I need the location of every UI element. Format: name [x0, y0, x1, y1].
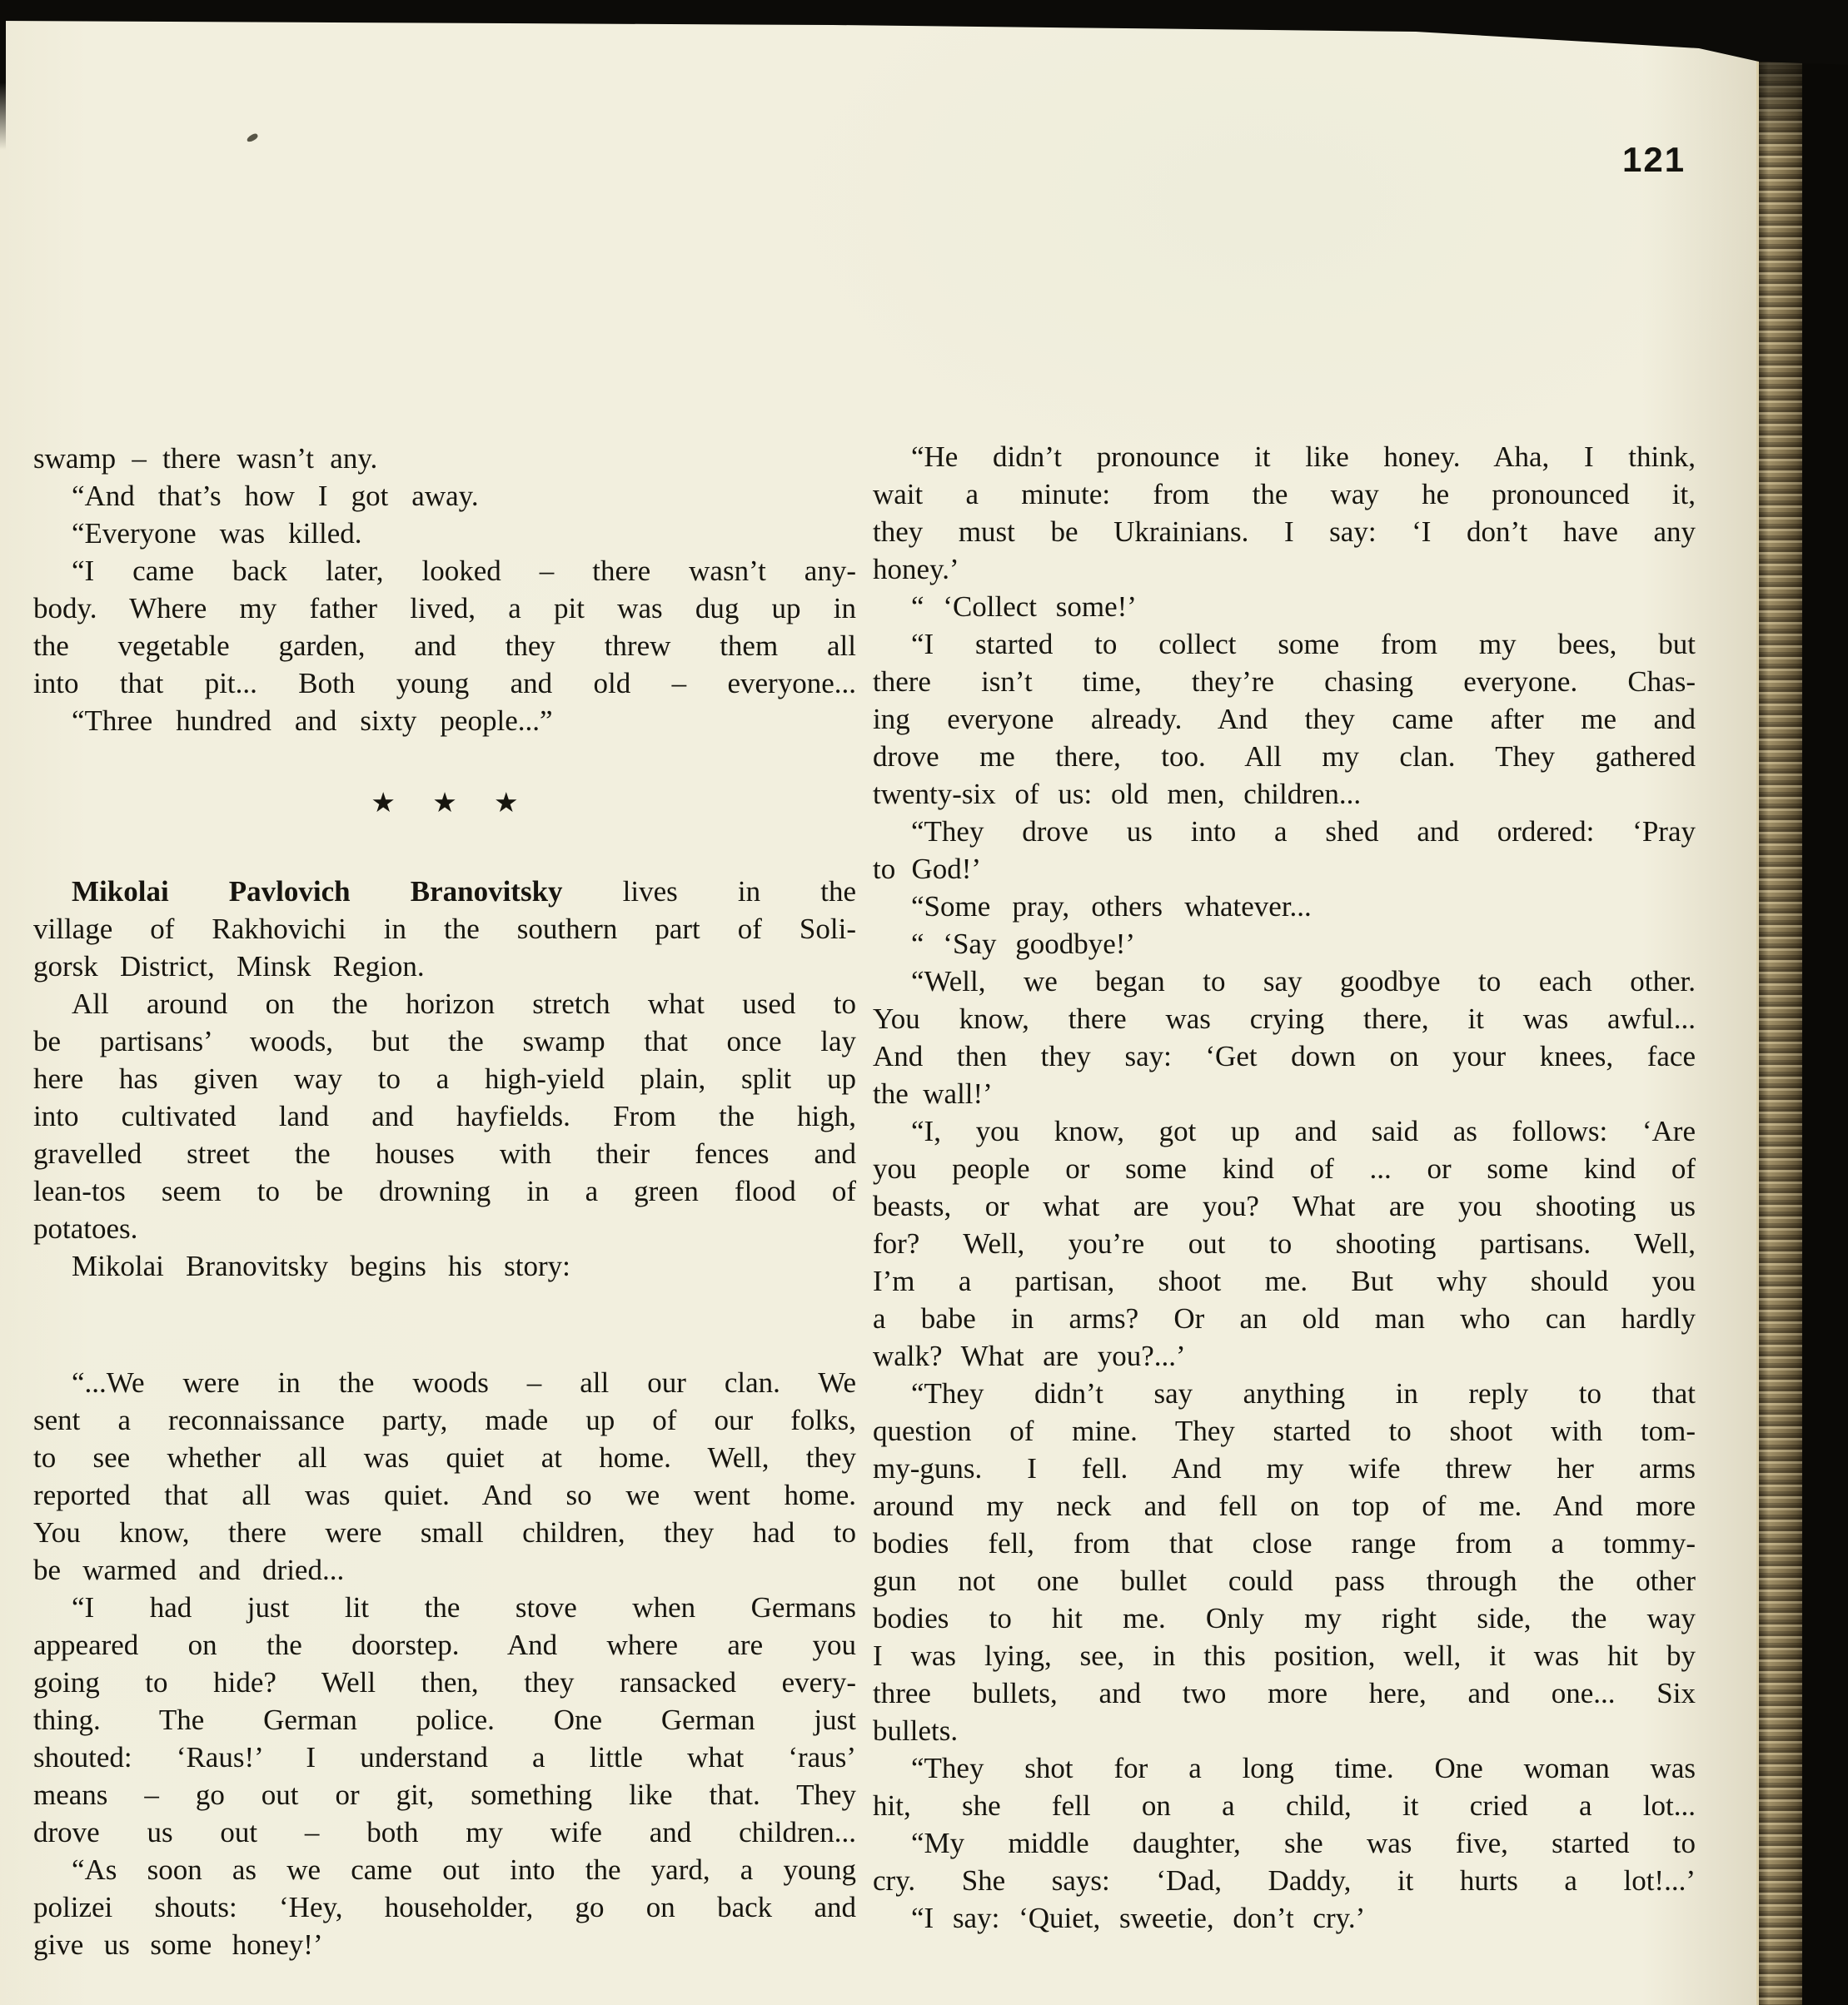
- text-line: around my neck and fell on top of me. And more: [873, 1490, 1696, 1522]
- paragraph: [873, 625, 1696, 813]
- text-line: you people or some kind of ... or some kind of: [873, 1152, 1696, 1185]
- scan-background: [1802, 0, 1848, 2005]
- text-line: be partisans’ woods, but the swamp that once lay: [33, 1025, 856, 1057]
- text-line: beasts, or what are you? What are you shooting us: [873, 1190, 1696, 1222]
- text-line: the wall!’: [873, 1077, 993, 1110]
- text-line: drove us out – both my wife and children...: [33, 1816, 856, 1848]
- vertical-gap: [33, 1285, 856, 1364]
- page-number: 121: [1622, 140, 1686, 179]
- text-line: a babe in arms? Or an old man who can hardly: [873, 1302, 1696, 1335]
- text-line: to see whether all was quiet at home. Well, they: [33, 1441, 856, 1474]
- text-line: Mikolai Branovitsky begins his story:: [72, 1250, 570, 1282]
- text-line: “ ‘Say goodbye!’: [911, 928, 1136, 960]
- text-line: here has given way to a high-yield plain, split up: [33, 1062, 856, 1095]
- text-line: hit, she fell on a child, it cried a lot...: [873, 1789, 1696, 1822]
- paragraph: [873, 813, 1696, 888]
- text-line: honey.’: [873, 553, 959, 585]
- text-line: You know, there was crying there, it was awful...: [873, 1002, 1696, 1035]
- text-line: I’m a partisan, shoot me. But why should you: [873, 1265, 1696, 1297]
- text-line: “My middle daughter, she was five, started to: [911, 1827, 1696, 1859]
- text-line: give us some honey!’: [33, 1928, 323, 1961]
- text-line: “They shot for a long time. One woman was: [911, 1752, 1696, 1784]
- text-line: appeared on the doorstep. And where are you: [33, 1629, 856, 1661]
- text-line: shouted: ‘Raus!’ I understand a little what ‘raus’: [33, 1741, 856, 1774]
- text-line: “Three hundred and sixty people...”: [72, 704, 553, 737]
- paragraph: [33, 1364, 856, 1589]
- paragraph: [33, 1589, 856, 1851]
- paragraph: [33, 985, 856, 1247]
- text-line: “...We were in the woods – all our clan. We: [72, 1366, 856, 1399]
- section-separator: ★ ★ ★: [371, 789, 519, 818]
- text-line: my-guns. I fell. And my wife threw her arms: [873, 1452, 1696, 1485]
- text-line: gun not one bullet could pass through the other: [873, 1565, 1696, 1597]
- text-line: the vegetable garden, and they threw them all: [33, 629, 856, 662]
- scan-left-shadow: [0, 0, 6, 150]
- text-line: “I started to collect some from my bees, but: [911, 628, 1696, 660]
- text-line: “He didn’t pronounce it like honey. Aha, I think,: [911, 440, 1696, 473]
- text-line: there isn’t time, they’re chasing everyone. Chas-: [873, 665, 1696, 698]
- text-line: means – go out or git, something like that. They: [33, 1779, 856, 1811]
- text-line: sent a reconnaissance party, made up of our folks,: [33, 1404, 856, 1436]
- text-line: wait a minute: from the way he pronounced it,: [873, 478, 1696, 510]
- text-line: swamp – there wasn’t any.: [33, 442, 378, 475]
- text-line: potatoes.: [33, 1212, 138, 1245]
- text-line: going to hide? Well then, they ransacked every-: [33, 1666, 856, 1699]
- text-line: “Well, we began to say goodbye to each other.: [911, 965, 1696, 998]
- text-line: “And that’s how I got away.: [72, 480, 479, 512]
- text-column-right: [873, 438, 1696, 1937]
- text-line: twenty-six of us: old men, children...: [873, 778, 1362, 810]
- paragraph: [873, 888, 1696, 925]
- paragraph: [33, 873, 856, 985]
- text-line: “I, you know, got up and said as follows: ‘Are: [911, 1115, 1696, 1147]
- paragraph: [873, 1749, 1696, 1824]
- text-line: “Some pray, others whatever...: [911, 890, 1312, 923]
- text-line: gravelled street the houses with their fences and: [33, 1137, 856, 1170]
- paragraph: [33, 1247, 856, 1285]
- paragraph: [873, 1824, 1696, 1899]
- text-line: body. Where my father lived, a pit was dug up in: [33, 592, 856, 624]
- paragraph: [873, 963, 1696, 1112]
- text-line: “As soon as we came out into the yard, a young: [72, 1853, 856, 1886]
- book-page-edges: [1759, 25, 1803, 2005]
- text-line: “Everyone was killed.: [72, 517, 362, 550]
- paragraph: [873, 1899, 1696, 1937]
- text-line: “They didn’t say anything in reply to that: [911, 1377, 1696, 1410]
- text-line: be warmed and dried...: [33, 1554, 345, 1586]
- text-line: bodies to hit me. Only my right side, the way: [873, 1602, 1696, 1634]
- text-line: “ ‘Collect some!’: [911, 590, 1137, 623]
- text-line: question of mine. They started to shoot with tom-: [873, 1415, 1696, 1447]
- text-line: three bullets, and two more here, and one... Six: [873, 1677, 1696, 1709]
- paragraph: [873, 1112, 1696, 1375]
- text-line: “I came back later, looked – there wasn’t any-: [72, 555, 856, 587]
- text-line: they must be Ukrainians. I say: ‘I don’t have any: [873, 515, 1696, 548]
- text-line: polizei shouts: ‘Hey, householder, go on back and: [33, 1891, 856, 1923]
- text-line: cry. She says: ‘Dad, Daddy, it hurts a lot!...’: [873, 1864, 1696, 1897]
- text-line: for? Well, you’re out to shooting partisans. Well,: [873, 1227, 1696, 1260]
- text-line: bullets.: [873, 1714, 959, 1747]
- paragraph: [33, 440, 856, 739]
- text-line: thing. The German police. One German just: [33, 1704, 856, 1736]
- text-line: bodies fell, from that close range from a tommy-: [873, 1527, 1696, 1560]
- text-line: You know, there were small children, they had to: [33, 1516, 856, 1549]
- text-line: ing everyone already. And they came after me and: [873, 703, 1696, 735]
- text-line: lean-tos seem to be drowning in a green flood of: [33, 1175, 856, 1207]
- paragraph: [873, 1375, 1696, 1749]
- text-line: to God!’: [873, 853, 982, 885]
- paragraph: [873, 925, 1696, 963]
- text-column-left: [33, 440, 856, 1963]
- paragraph: [33, 1851, 856, 1963]
- text-line: Mikolai Pavlovich Branovitsky lives in the: [72, 875, 857, 908]
- text-line: “I say: ‘Quiet, sweetie, don’t cry.’: [911, 1902, 1366, 1934]
- text-line: “I had just lit the stove when Germans: [72, 1591, 856, 1624]
- text-line: gorsk District, Minsk Region.: [33, 950, 425, 983]
- text-line: All around on the horizon stretch what used to: [72, 988, 856, 1020]
- text-line: And then they say: ‘Get down on your knees, face: [873, 1040, 1696, 1072]
- text-line: into that pit... Both young and old – everyone...: [33, 667, 856, 699]
- text-line: reported that all was quiet. And so we went home.: [33, 1479, 856, 1511]
- text-line: “They drove us into a shed and ordered: ‘Pray: [911, 815, 1696, 848]
- paragraph: [873, 438, 1696, 588]
- paragraph: [873, 588, 1696, 625]
- text-line: drove me there, too. All my clan. They gathered: [873, 740, 1696, 773]
- text-line: I was lying, see, in this position, well, it was hit by: [873, 1639, 1696, 1672]
- text-line: into cultivated land and hayfields. From the high,: [33, 1100, 856, 1132]
- text-line: village of Rakhovichi in the southern part of Soli-: [33, 913, 856, 945]
- text-line: walk? What are you?...’: [873, 1340, 1186, 1372]
